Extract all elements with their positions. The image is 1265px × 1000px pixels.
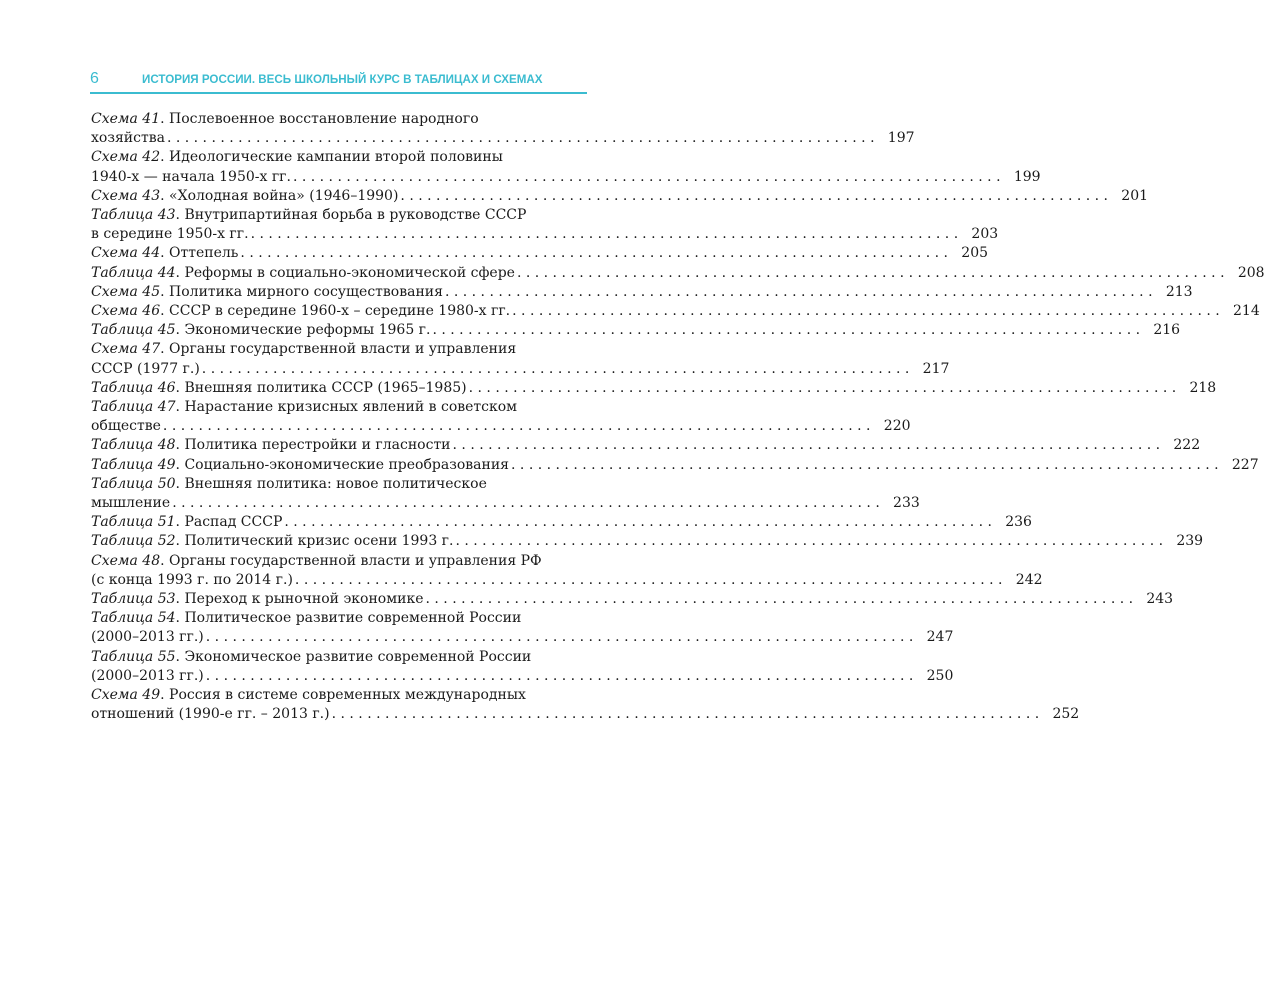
table-of-contents — [91, 110, 1265, 725]
page-ref: 227 — [1231, 456, 1259, 473]
toc-entry-text: Схема 49. Россия в системе современных международных — [91, 687, 526, 704]
toc-entry-title: Внешняя политика: новое политическое — [184, 475, 487, 492]
toc-entry-line — [91, 168, 1041, 187]
toc-entry-title: отношений (1990-е гг. – 2013 г.) — [91, 706, 330, 723]
toc-entry — [91, 379, 1217, 398]
toc-entry-line — [91, 552, 586, 571]
page-ref: 239 — [1176, 533, 1204, 550]
dot-leader: . . . . . . . . . . . . . . . . . . . . . . . . . . . . . . . . . . . . . . . . . . . . . . . . . . . . . . . . . . . . . . . . . . . . . . . . . . . . . . . . — [292, 168, 1001, 185]
toc-entry-text: Схема 44. Оттепель — [91, 245, 239, 262]
toc-entry-line — [91, 667, 954, 686]
toc-entry-line — [91, 628, 954, 647]
toc-entry-label: Схема 43 — [91, 187, 161, 204]
dot-leader: . . . . . . . . . . . . . . . . . . . . . . . . . . . . . . . . . . . . . . . . . . . . . . . . . . . . . . . . . . . . . . . . . . . . . . . . . . . . . . . . — [240, 245, 949, 262]
toc-entry-line — [91, 648, 586, 667]
dot-leader: . . . . . . . . . . . . . . . . . . . . . . . . . . . . . . . . . . . . . . . . . . . . . . . . . . . . . . . . . . . . . . . . . . . . . . . . . . . . . . . . — [166, 130, 875, 147]
toc-entry-title: Реформы в социально-экономической сфере — [184, 264, 515, 281]
dot-leader: . . . . . . . . . . . . . . . . . . . . . . . . . . . . . . . . . . . . . . . . . . . . . . . . . . . . . . . . . . . . . . . . . . . . . . . . . . . . . . . . — [294, 571, 1003, 588]
dot-leader: . . . . . . . . . . . . . . . . . . . . . . . . . . . . . . . . . . . . . . . . . . . . . . . . . . . . . . . . . . . . . . . . . . . . . . . . . . . . . . . . — [331, 706, 1040, 723]
toc-entry-line — [91, 571, 1043, 590]
toc-entry-title: Нарастание кризисных явлений в советском — [184, 399, 518, 416]
toc-entry-line — [91, 187, 1149, 206]
dot-leader: . . . . . . . . . . . . . . . . . . . . . . . . . . . . . . . . . . . . . . . . . . . . . . . . . . . . . . . . . . . . . . . . . . . . . . . . . . . . . . . . — [250, 226, 959, 243]
toc-entry-line — [91, 494, 920, 513]
toc-entry-label: Схема 44 — [91, 245, 161, 262]
toc-entry-text — [91, 494, 170, 513]
toc-entry-line — [91, 686, 586, 705]
dot-leader: . . . . . . . . . . . . . . . . . . . . . . . . . . . . . . . . . . . . . . . . . . . . . . . . . . . . . . . . . . . . . . . . . . . . . . . . . . . . . . . . — [162, 418, 871, 435]
toc-entry-title: Экономическое развитие современной России — [184, 648, 532, 665]
toc-entry-title: СССР в середине 1960-х – середине 1980-х гг. — [169, 303, 511, 320]
toc-entry-text: Таблица 50. Внешняя политика: новое политическое — [91, 475, 487, 492]
toc-entry-text: Таблица 46. Внешняя политика СССР (1965–1985) — [91, 379, 467, 396]
toc-entry-title: Оттепель — [169, 245, 239, 262]
toc-entry-line — [91, 705, 1080, 724]
toc-entry — [91, 648, 954, 686]
dot-leader: . . . . . . . . . . . . . . . . . . . . . . . . . . . . . . . . . . . . . . . . . . . . . . . . . . . . . . . . . . . . . . . . . . . . . . . . . . . . . . . . — [455, 533, 1164, 550]
page-ref: 201 — [1121, 187, 1149, 204]
toc-entry — [91, 340, 950, 378]
toc-entry-label: Таблица 52 — [91, 533, 176, 550]
toc-entry-text: Таблица 48. Политика перестройки и гласности — [91, 437, 451, 454]
toc-entry — [91, 398, 911, 436]
toc-entry-label: Схема 49 — [91, 687, 161, 704]
toc-entry-text: Таблица 43. Внутрипартийная борьба в руководстве СССР — [91, 207, 527, 224]
toc-entry-line — [91, 417, 911, 436]
toc-entry-label: Схема 47 — [91, 341, 161, 358]
dot-leader: . . . . . . . . . . . . . . . . . . . . . . . . . . . . . . . . . . . . . . . . . . . . . . . . . . . . . . . . . . . . . . . . . . . . . . . . . . . . . . . . — [284, 514, 992, 531]
toc-entry-text — [91, 129, 165, 148]
page-ref: 213 — [1165, 283, 1193, 300]
running-header — [90, 66, 587, 94]
toc-entry-line — [91, 206, 586, 225]
toc-entry-line — [91, 129, 915, 148]
toc-entry-title: в середине 1950-х гг. — [91, 226, 249, 243]
toc-entry-line — [91, 225, 999, 244]
toc-entry-label: Схема 42 — [91, 149, 161, 166]
toc-entry-text: Схема 48. Органы государственной власти и управления РФ — [91, 552, 542, 569]
toc-entry-text — [91, 667, 204, 686]
dot-leader: . . . . . . . . . . . . . . . . . . . . . . . . . . . . . . . . . . . . . . . . . . . . . . . . . . . . . . . . . . . . . . . . . . . . . . . . . . . . . . . . — [511, 456, 1219, 473]
toc-entry-line — [91, 379, 1217, 398]
toc-entry — [91, 206, 999, 244]
toc-entry-text: Таблица 55. Экономическое развитие современной России — [91, 648, 532, 665]
page-ref: 236 — [1005, 514, 1032, 531]
toc-entry-text: Таблица 47. Нарастание кризисных явлений в советском — [91, 399, 518, 416]
toc-entry — [91, 532, 1204, 551]
toc-entry-line — [91, 456, 1259, 475]
toc-entry-text: Схема 47. Органы государственной власти и управления — [91, 341, 517, 358]
page-ref: 199 — [1013, 168, 1041, 185]
toc-entry-label: Таблица 55 — [91, 648, 176, 665]
toc-entry-line — [91, 302, 1260, 321]
toc-entry-line — [91, 513, 1032, 532]
toc-entry — [91, 475, 920, 513]
toc-entry-text: Таблица 44. Реформы в социально-экономической сфере — [91, 264, 515, 281]
toc-entry-title: (2000–2013 гг.) — [91, 667, 204, 684]
toc-entry-line — [91, 283, 1193, 302]
toc-entry-label: Таблица 45 — [91, 322, 176, 339]
toc-entry-text — [91, 571, 293, 590]
toc-entry-label: Таблица 44 — [91, 264, 176, 281]
toc-entry-label: Таблица 49 — [91, 456, 176, 473]
toc-entry — [91, 187, 1149, 206]
toc-entry-line — [91, 148, 586, 167]
toc-entry-text — [91, 417, 161, 436]
toc-entry-title: Послевоенное восстановление народного — [169, 111, 479, 127]
dot-leader: . . . . . . . . . . . . . . . . . . . . . . . . . . . . . . . . . . . . . . . . . . . . . . . . . . . . . . . . . . . . . . . . . . . . . . . . . . . . . . . . — [205, 667, 914, 684]
toc-entry-title: «Холодная война» (1946–1990) — [169, 187, 399, 204]
toc-entry-text: Схема 45. Политика мирного сосуществования — [91, 283, 443, 300]
toc-entry-text: Таблица 53. Переход к рыночной экономике — [91, 591, 424, 608]
toc-entry-label: Таблица 50 — [91, 475, 176, 492]
page-ref: 208 — [1237, 264, 1265, 281]
toc-entry-title: (с конца 1993 г. по 2014 г.) — [91, 571, 293, 588]
page-ref: 247 — [926, 629, 954, 646]
dot-leader: . . . . . . . . . . . . . . . . . . . . . . . . . . . . . . . . . . . . . . . . . . . . . . . . . . . . . . . . . . . . . . . . . . . . . . . . . . . . . . . . — [425, 591, 1134, 608]
toc-entry-line — [91, 436, 1201, 455]
toc-entry-line — [91, 609, 586, 628]
toc-entry-label: Таблица 51 — [91, 514, 176, 531]
page-ref: 217 — [922, 360, 950, 377]
page-ref: 243 — [1146, 591, 1174, 608]
toc-entry-title: СССР (1977 г.) — [91, 360, 200, 377]
toc-entry-title: 1940-х — начала 1950-х гг. — [91, 168, 291, 185]
dot-leader: . . . . . . . . . . . . . . . . . . . . . . . . . . . . . . . . . . . . . . . . . . . . . . . . . . . . . . . . . . . . . . . . . . . . . . . . . . . . . . . . — [444, 283, 1153, 300]
page-ref: 220 — [883, 418, 911, 435]
toc-entry — [91, 283, 1193, 302]
toc-entry-text: Таблица 51. Распад СССР — [91, 514, 283, 531]
toc-entry-title: Идеологические кампании второй половины — [169, 149, 503, 166]
toc-entry-title: Политика мирного сосуществования — [169, 283, 443, 300]
toc-entry-text: Таблица 54. Политическое развитие современной России — [91, 610, 522, 627]
toc-entry — [91, 686, 1080, 724]
toc-entry-title: мышление — [91, 495, 171, 512]
toc-entry-label: Таблица 46 — [91, 379, 176, 396]
page-ref: 250 — [926, 667, 954, 684]
toc-entry — [91, 513, 1032, 532]
dot-leader: . . . . . . . . . . . . . . . . . . . . . . . . . . . . . . . . . . . . . . . . . . . . . . . . . . . . . . . . . . . . . . . . . . . . . . . . . . . . . . . . — [201, 360, 910, 377]
toc-entry-text: Схема 41. Послевоенное восстановление народного — [91, 111, 479, 127]
toc-entry-title: хозяйства — [91, 130, 165, 147]
toc-entry — [91, 436, 1201, 455]
page-ref: 242 — [1015, 571, 1043, 588]
toc-entry-line — [91, 264, 1265, 283]
page-number: 6 — [90, 70, 99, 87]
toc-entry-label: Схема 48 — [91, 552, 161, 569]
toc-entry — [91, 552, 1043, 590]
toc-entry — [91, 456, 1259, 475]
page-ref: 214 — [1233, 303, 1260, 320]
toc-entry-line — [91, 398, 586, 417]
toc-entry-title: Россия в системе современных международных — [169, 687, 526, 704]
toc-entry-title: Политический кризис осени 1993 г. — [184, 533, 454, 550]
toc-entry-title: Переход к рыночной экономике — [184, 591, 424, 608]
toc-entry-title: Органы государственной власти и управления — [169, 341, 517, 358]
dot-leader: . . . . . . . . . . . . . . . . . . . . . . . . . . . . . . . . . . . . . . . . . . . . . . . . . . . . . . . . . . . . . . . . . . . . . . . . . . . . . . . . — [400, 187, 1109, 204]
toc-entry-title: обществе — [91, 418, 161, 435]
toc-entry-text — [91, 360, 200, 379]
page-ref: 216 — [1153, 322, 1181, 339]
toc-entry-text: Схема 42. Идеологические кампании второй половины — [91, 149, 503, 166]
toc-entry-title: Распад СССР — [184, 514, 283, 531]
toc-entry-title: Органы государственной власти и управления РФ — [169, 552, 542, 569]
toc-entry — [91, 110, 915, 148]
page-ref: 203 — [971, 226, 999, 243]
toc-entry — [91, 302, 1260, 321]
dot-leader: . . . . . . . . . . . . . . . . . . . . . . . . . . . . . . . . . . . . . . . . . . . . . . . . . . . . . . . . . . . . . . . . . . . . . . . . . . . . . . . . — [172, 495, 880, 512]
toc-entry-line — [91, 360, 950, 379]
dot-leader: . . . . . . . . . . . . . . . . . . . . . . . . . . . . . . . . . . . . . . . . . . . . . . . . . . . . . . . . . . . . . . . . . . . . . . . . . . . . . . . . — [205, 629, 914, 646]
page-ref: 218 — [1189, 379, 1217, 396]
toc-entry-text — [91, 225, 249, 244]
toc-entry-text — [91, 168, 291, 187]
toc-entry — [91, 148, 1041, 186]
toc-entry-title: (2000–2013 гг.) — [91, 629, 204, 646]
toc-entry-text: Таблица 49. Социально-экономические преобразования — [91, 456, 510, 473]
toc-entry-label: Таблица 47 — [91, 399, 176, 416]
dot-leader: . . . . . . . . . . . . . . . . . . . . . . . . . . . . . . . . . . . . . . . . . . . . . . . . . . . . . . . . . . . . . . . . . . . . . . . . . . . . . . . . — [432, 322, 1141, 339]
dot-leader: . . . . . . . . . . . . . . . . . . . . . . . . . . . . . . . . . . . . . . . . . . . . . . . . . . . . . . . . . . . . . . . . . . . . . . . . . . . . . . . . — [468, 379, 1177, 396]
toc-entry-label: Схема 41 — [91, 111, 161, 127]
toc-entry-text: Таблица 45. Экономические реформы 1965 г. — [91, 322, 431, 339]
toc-entry — [91, 590, 1174, 609]
page-ref: 205 — [961, 245, 989, 262]
toc-entry-text — [91, 705, 330, 724]
toc-entry-title: Социально-экономические преобразования — [184, 456, 510, 473]
toc-entry-title: Политическое развитие современной России — [184, 610, 522, 627]
toc-entry-line — [91, 340, 586, 359]
toc-entry-line — [91, 110, 586, 129]
toc-entry-text — [91, 628, 204, 647]
toc-entry-text: Схема 43. «Холодная война» (1946–1990) — [91, 187, 399, 204]
toc-entry — [91, 609, 954, 647]
toc-entry — [91, 244, 989, 263]
toc-entry-line — [91, 244, 989, 263]
dot-leader: . . . . . . . . . . . . . . . . . . . . . . . . . . . . . . . . . . . . . . . . . . . . . . . . . . . . . . . . . . . . . . . . . . . . . . . . . . . . . . . . — [452, 437, 1161, 454]
toc-entry-line — [91, 475, 586, 494]
toc-entry-line — [91, 532, 1204, 551]
toc-entry-label: Таблица 54 — [91, 610, 176, 627]
dot-leader: . . . . . . . . . . . . . . . . . . . . . . . . . . . . . . . . . . . . . . . . . . . . . . . . . . . . . . . . . . . . . . . . . . . . . . . . . . . . . . . . — [516, 264, 1225, 281]
toc-entry-label: Схема 45 — [91, 283, 161, 300]
toc-entry — [91, 321, 1181, 340]
page-ref: 222 — [1173, 437, 1201, 454]
page-ref: 252 — [1052, 706, 1080, 723]
toc-entry — [91, 264, 1265, 283]
toc-entry-line — [91, 321, 1181, 340]
toc-entry-label: Таблица 53 — [91, 591, 176, 608]
toc-entry-label: Схема 46 — [91, 303, 161, 320]
toc-entry-label: Таблица 43 — [91, 207, 176, 224]
dot-leader: . . . . . . . . . . . . . . . . . . . . . . . . . . . . . . . . . . . . . . . . . . . . . . . . . . . . . . . . . . . . . . . . . . . . . . . . . . . . . . . . — [512, 303, 1220, 320]
toc-entry-label: Таблица 48 — [91, 437, 176, 454]
toc-entry-line — [91, 590, 1174, 609]
page-ref: 197 — [887, 130, 915, 147]
toc-entry-title: Политика перестройки и гласности — [184, 437, 451, 454]
running-title: ИСТОРИЯ РОССИИ. ВЕСЬ ШКОЛЬНЫЙ КУРС В ТАБЛИЦАХ И СХЕМАХ — [142, 73, 543, 86]
toc-entry-text: Таблица 52. Политический кризис осени 1993 г. — [91, 533, 454, 550]
page-ref: 233 — [893, 495, 920, 512]
toc-entry-text: Схема 46. СССР в середине 1960-х – середине 1980-х гг. — [91, 303, 511, 320]
toc-entry-title: Внешняя политика СССР (1965–1985) — [184, 379, 467, 396]
toc-entry-title: Внутрипартийная борьба в руководстве СССР — [184, 207, 527, 224]
toc-entry-title: Экономические реформы 1965 г. — [184, 322, 431, 339]
